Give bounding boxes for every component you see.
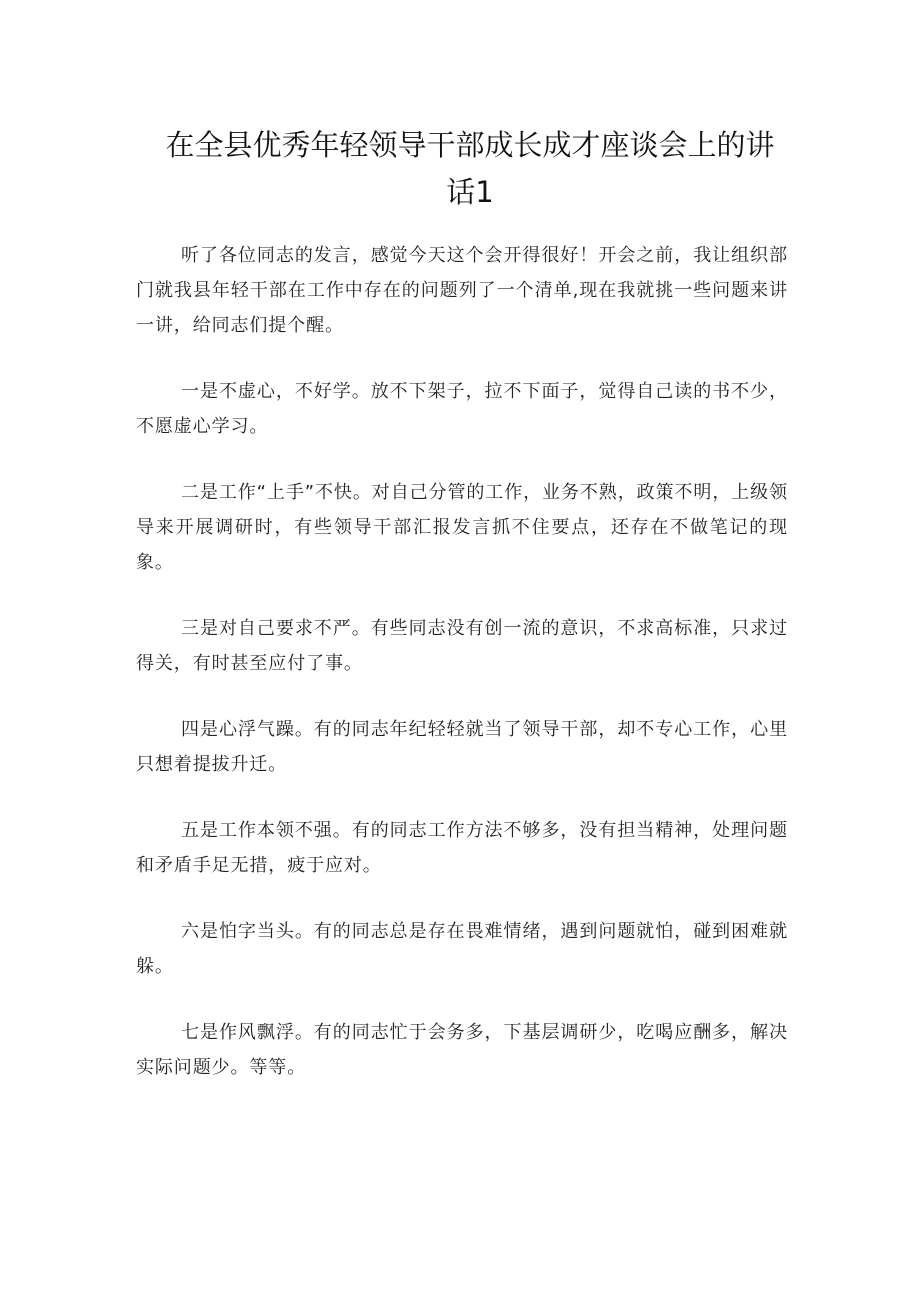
paragraph-point-7: 七是作风飘浮。有的同志忙于会务多，下基层调研少，吃喝应酬多，解决实际问题少。等等。 [136, 1022, 788, 1078]
title-line-2: 话1 [446, 175, 494, 209]
paragraph-point-1: 一是不虚心，不好学。放不下架子，拉不下面子，觉得自己读的书不少，不愿虚心学习。 [136, 381, 788, 437]
document-title [150, 122, 790, 216]
paragraph-point-6: 六是怕字当头。有的同志总是存在畏难情绪，遇到问题就怕，碰到困难就躲。 [136, 921, 788, 977]
title-line-1: 在全县优秀年轻领导干部成长成才座谈会上的讲 [165, 128, 775, 162]
paragraph-intro: 听了各位同志的发言，感觉今天这个会开得很好！开会之前，我让组织部门就我县年轻干部在工作中存在的问题列了一个清单,现在我就挑一些问题来讲一讲，给同志们提个醒。 [136, 245, 788, 336]
paragraph-point-5: 五是工作本领不强。有的同志工作方法不够多，没有担当精神，处理问题和矛盾手足无措，疲于应对。 [136, 820, 788, 876]
paragraph-point-4: 四是心浮气躁。有的同志年纪轻轻就当了领导干部，却不专心工作，心里只想着提拔升迁。 [136, 719, 788, 775]
paragraph-point-3: 三是对自己要求不严。有些同志没有创一流的意识，不求高标准，只求过得关，有时甚至应付了事。 [136, 618, 788, 674]
paragraph-point-2: 二是工作“上手”不快。对自己分管的工作，业务不熟，政策不明，上级领导来开展调研时，有些领导干部汇报发言抓不住要点，还存在不做笔记的现象。 [136, 482, 788, 573]
document-body [136, 238, 788, 1116]
